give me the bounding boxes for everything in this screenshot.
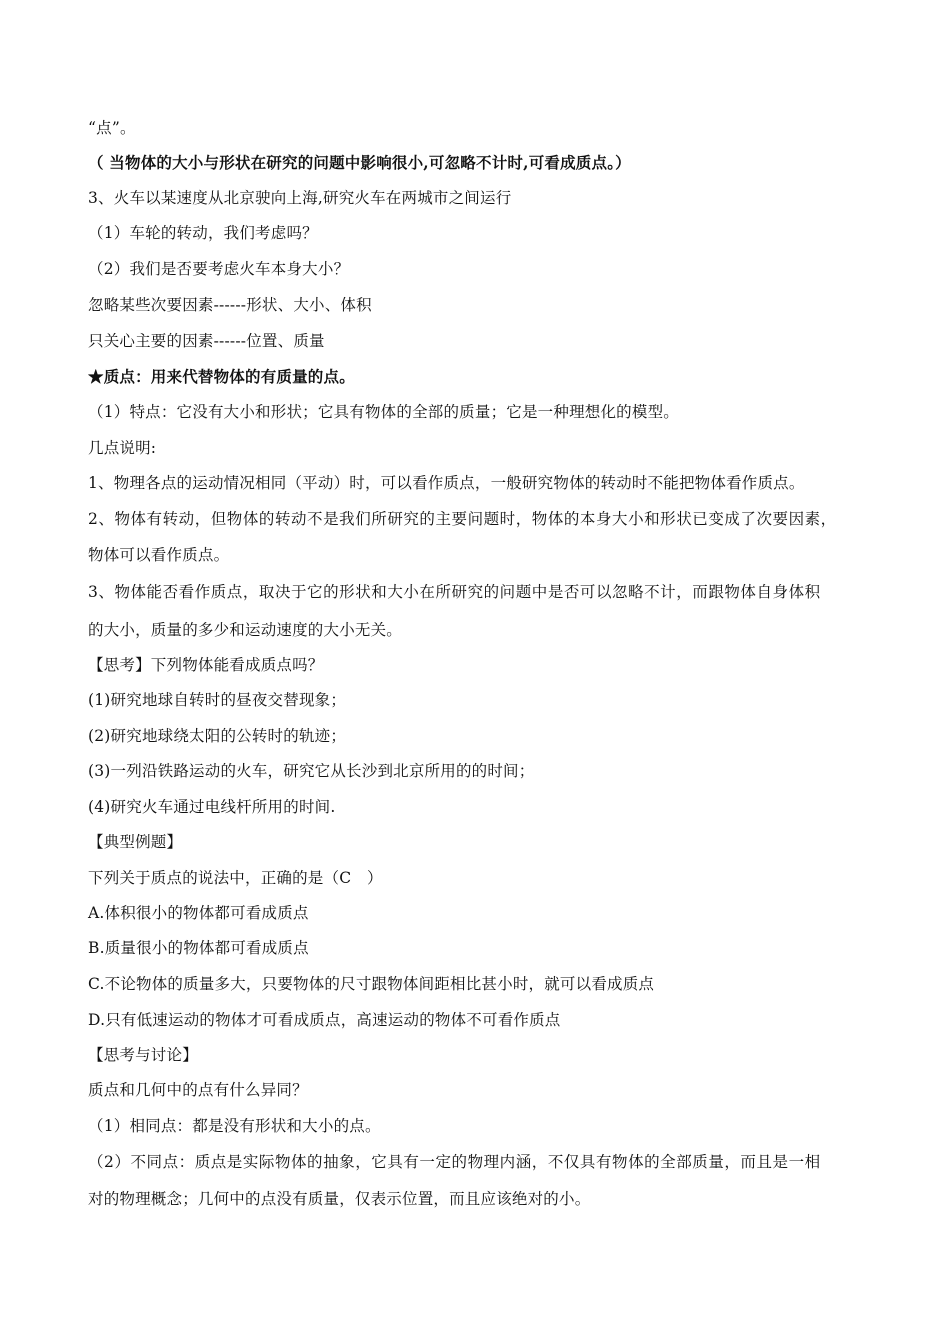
definition-heading: ★质点：用来代替物体的有质量的点。 bbox=[88, 367, 355, 386]
option-line: A.体积很小的物体都可看成质点 bbox=[88, 904, 309, 922]
text-line: 3、火车以某速度从北京驶向上海,研究火车在两城市之间运行 bbox=[88, 189, 512, 207]
text-line: （2）我们是否要考虑火车本身大小？ bbox=[88, 260, 350, 278]
section-heading: 【思考】下列物体能看成质点吗？ bbox=[88, 656, 324, 674]
text-line: （2）不同点：质点是实际物体的抽象，它具有一定的物理内涵，不仅具有物体的全部质量，而且是一相 bbox=[88, 1153, 821, 1171]
text-line: 1、物理各点的运动情况相同（平动）时，可以看作质点，一般研究物体的转动时不能把物体看作质点。 bbox=[88, 474, 805, 492]
text-line: 忽略某些次要因素------形状、大小、体积 bbox=[88, 296, 372, 314]
text-line: 的大小，质量的多少和运动速度的大小无关。 bbox=[88, 621, 403, 639]
list-item: (3)一列沿铁路运动的火车，研究它从长沙到北京所用的的时间； bbox=[88, 762, 535, 780]
list-item: (1)研究地球自转时的昼夜交替现象； bbox=[88, 691, 347, 709]
list-item: (4)研究火车通过电线杆所用的时间. bbox=[88, 798, 336, 816]
list-item: (2)研究地球绕太阳的公转时的轨迹； bbox=[88, 727, 347, 745]
text-line: （1）车轮的转动，我们考虑吗？ bbox=[88, 224, 318, 242]
text-line: 质点和几何中的点有什么异同？ bbox=[88, 1081, 308, 1099]
option-line: D.只有低速运动的物体才可看成质点，高速运动的物体不可看作质点 bbox=[88, 1011, 561, 1029]
text-line: 物体可以看作质点。 bbox=[88, 546, 230, 564]
text-line: “点”。 bbox=[88, 119, 136, 137]
text-line: （1）相同点：都是没有形状和大小的点。 bbox=[88, 1117, 381, 1135]
section-heading: 【思考与讨论】 bbox=[88, 1046, 198, 1064]
section-heading: 【典型例题】 bbox=[88, 833, 183, 851]
text-line: 几点说明: bbox=[88, 439, 157, 457]
text-line: 2、物体有转动，但物体的转动不是我们所研究的主要问题时，物体的本身大小和形状已变成了次要因素， bbox=[88, 510, 837, 528]
bold-note-line: （ 当物体的大小与形状在研究的问题中影响很小,可忽略不计时,可看成质点。） bbox=[88, 153, 631, 172]
text-line: （1）特点：它没有大小和形状；它具有物体的全部的质量；它是一种理想化的模型。 bbox=[88, 403, 679, 421]
option-line: C.不论物体的质量多大，只要物体的尺寸跟物体间距相比甚小时，就可以看成质点 bbox=[88, 975, 655, 993]
text-line: 3、物体能否看作质点，取决于它的形状和大小在所研究的问题中是否可以忽略不计，而跟物体自身体积 bbox=[88, 583, 821, 601]
question-line: 下列关于质点的说法中，正确的是（C ） bbox=[88, 869, 383, 887]
text-line: 对的物理概念；几何中的点没有质量，仅表示位置，而且应该绝对的小。 bbox=[88, 1190, 591, 1208]
option-line: B.质量很小的物体都可看成质点 bbox=[88, 939, 309, 957]
text-line: 只关心主要的因素------位置、质量 bbox=[88, 332, 325, 350]
